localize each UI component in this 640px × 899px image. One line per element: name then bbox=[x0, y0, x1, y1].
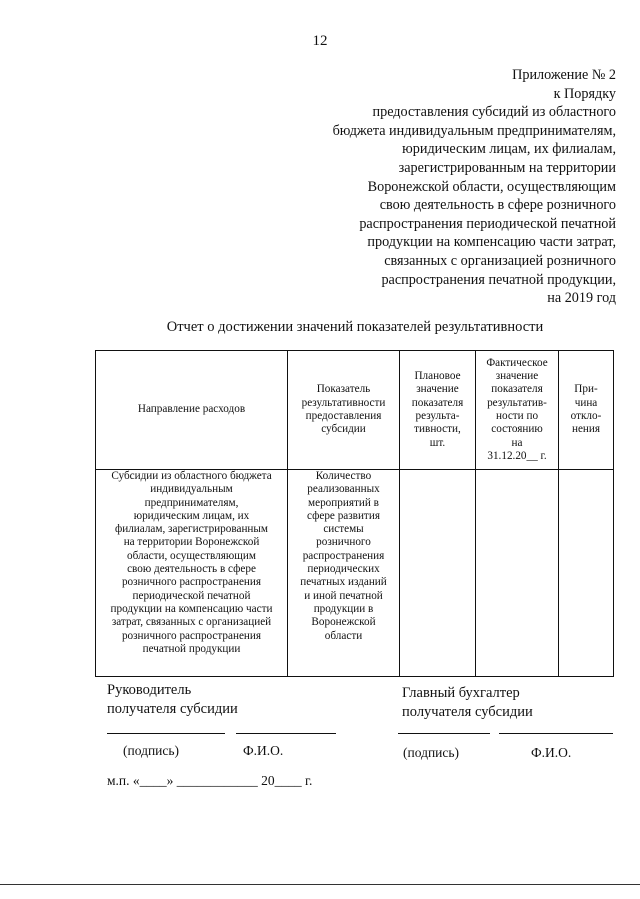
cell-line: печатной продукции bbox=[142, 642, 241, 655]
header-line: субсидии bbox=[321, 423, 366, 436]
right-signer-title bbox=[402, 684, 533, 722]
header-line: значение bbox=[416, 383, 459, 396]
stamp-date-line: м.п. «____» ____________ 20____ г. bbox=[107, 773, 313, 788]
header-line: результатив- bbox=[487, 396, 547, 409]
cell-line: Количество bbox=[315, 470, 372, 482]
header-line: состоянию bbox=[491, 423, 543, 436]
appendix-line: распространения печатной продукции, bbox=[381, 271, 616, 288]
header-line: на bbox=[511, 436, 523, 449]
appendix-line: к Порядку bbox=[553, 85, 616, 102]
cell-line: предпринимателям, bbox=[144, 496, 239, 509]
appendix-line: связанных с организацией розничного bbox=[384, 252, 616, 269]
left-signer-recipient: получателя субсидии bbox=[107, 701, 238, 717]
header-expense-direction bbox=[96, 351, 288, 470]
right-name-line[interactable] bbox=[499, 733, 613, 734]
cell-line: продукции в bbox=[313, 602, 374, 615]
cell-deviation-reason bbox=[559, 470, 614, 677]
cell-line: индивидуальным bbox=[150, 483, 233, 496]
cell-line: периодических bbox=[307, 563, 380, 576]
header-line: показателя bbox=[491, 383, 543, 396]
cell-line: распространения bbox=[302, 549, 385, 562]
cell-line: на территории Воронежской bbox=[123, 536, 260, 549]
header-line: чина bbox=[574, 396, 598, 409]
right-signer-role: Главный бухгалтер bbox=[402, 685, 520, 701]
page-bottom-rule bbox=[0, 884, 640, 885]
cell-line: Воронежской bbox=[311, 616, 376, 629]
left-name-caption: Ф.И.О. bbox=[243, 743, 284, 758]
header-indicator bbox=[288, 351, 400, 470]
header-line: Фактическое bbox=[486, 356, 548, 369]
header-deviation-reason bbox=[559, 351, 614, 470]
header-actual-value bbox=[476, 351, 559, 470]
left-name-line[interactable] bbox=[236, 733, 336, 734]
cell-line: периодической печатной bbox=[132, 589, 251, 602]
right-signer-recipient: получателя субсидии bbox=[402, 704, 533, 720]
right-signature-caption: (подпись) bbox=[403, 745, 460, 760]
cell-line: и иной печатной bbox=[304, 589, 383, 602]
cell-line: печатных изданий bbox=[300, 576, 387, 589]
left-signature-caption: (подпись) bbox=[123, 743, 180, 758]
header-line: ности по bbox=[495, 410, 539, 422]
cell-line: области bbox=[324, 629, 363, 642]
header-line: шт. bbox=[429, 436, 446, 449]
appendix-line: на 2019 год bbox=[547, 290, 616, 307]
header-line: показателя bbox=[411, 396, 464, 409]
header-line: Показатель bbox=[316, 383, 371, 396]
left-signer-title bbox=[107, 681, 238, 719]
cell-line: сфере развития bbox=[307, 509, 380, 522]
header-line: 31.12.20__ г. bbox=[487, 449, 547, 462]
appendix-line: продукции на компенсацию части затрат, bbox=[367, 234, 616, 251]
cell-line: затрат, связанных с организацией bbox=[111, 616, 272, 629]
cell-line: системы bbox=[323, 523, 364, 536]
cell-line: розничного распространения bbox=[121, 629, 262, 642]
header-line: предоставления bbox=[305, 410, 382, 422]
header-line: нения bbox=[571, 423, 601, 436]
cell-actual-value bbox=[476, 470, 559, 677]
cell-line: филиалам, зарегистрированным bbox=[114, 523, 269, 536]
cell-line: мероприятий в bbox=[308, 496, 379, 509]
appendix-line: предоставления субсидий из областного bbox=[372, 104, 616, 121]
cell-line: розничного распространения bbox=[121, 576, 262, 589]
right-signature-line[interactable] bbox=[398, 733, 490, 734]
header-line: При- bbox=[574, 383, 598, 396]
cell-line: свою деятельность в сфере bbox=[127, 563, 256, 576]
header-planned-value bbox=[400, 351, 476, 470]
cell-line: продукции на компенсацию части bbox=[110, 602, 273, 615]
cell-line: юридическим лицам, их bbox=[133, 509, 250, 522]
report-title: Отчет о достижении значений показателей результативности bbox=[166, 319, 544, 335]
header-line: Направление расходов bbox=[137, 403, 246, 416]
cell-line: реализованных bbox=[307, 483, 380, 496]
cell-line: области, осуществляющим bbox=[127, 549, 256, 562]
report-table bbox=[95, 350, 614, 677]
header-line: значение bbox=[495, 370, 539, 383]
appendix-line: Воронежской области, осуществляющим bbox=[367, 178, 616, 195]
left-signer-role: Руководитель bbox=[107, 682, 192, 698]
header-line: откло- bbox=[570, 410, 602, 422]
cell-planned-value bbox=[400, 470, 476, 677]
appendix-line: распространения периодической печатной bbox=[359, 215, 616, 232]
appendix-line: юридическим лицам, их филиалам, bbox=[402, 141, 616, 158]
left-signature-line[interactable] bbox=[107, 733, 225, 734]
table-row bbox=[96, 470, 614, 677]
cell-line: Субсидии из областного бюджета bbox=[111, 470, 272, 482]
appendix-header bbox=[286, 66, 616, 308]
header-line: результа- bbox=[415, 410, 460, 422]
table-header-row bbox=[96, 351, 614, 470]
cell-indicator bbox=[288, 470, 400, 677]
cell-expense-direction bbox=[96, 470, 288, 677]
page-number: 12 bbox=[312, 33, 328, 49]
appendix-line: свою деятельность в сфере розничного bbox=[379, 197, 616, 214]
right-name-caption: Ф.И.О. bbox=[531, 745, 572, 760]
appendix-line: бюджета индивидуальным предпринимателям, bbox=[332, 122, 616, 139]
appendix-line: Приложение № 2 bbox=[512, 67, 616, 83]
header-line: Плановое bbox=[414, 370, 461, 383]
header-line: результативности bbox=[301, 396, 386, 409]
appendix-line: зарегистрированным на территории bbox=[398, 159, 616, 176]
cell-line: розничного bbox=[316, 536, 371, 549]
header-line: тивности, bbox=[414, 423, 461, 436]
